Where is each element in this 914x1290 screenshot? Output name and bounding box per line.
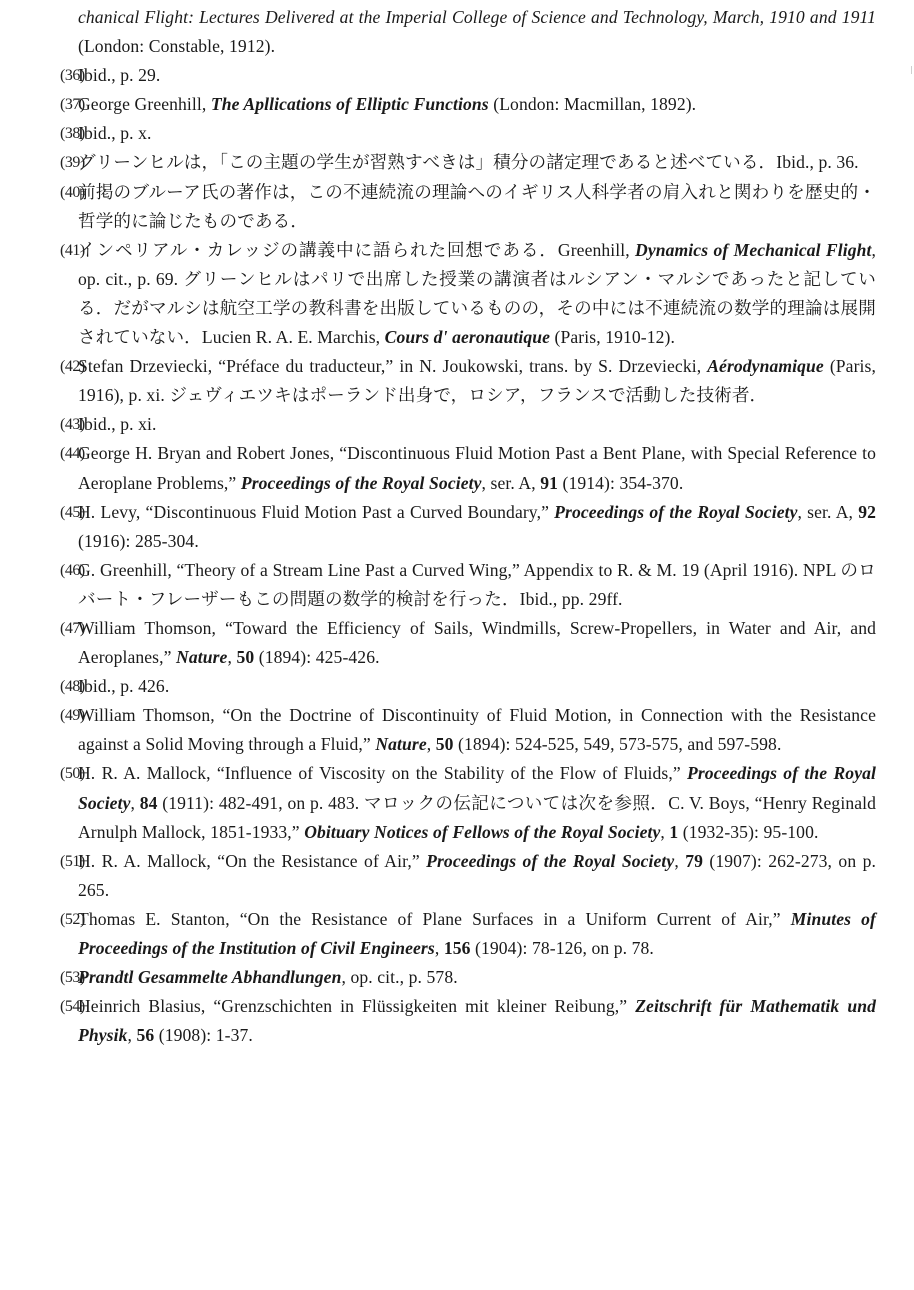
italic-title: chanical Flight: Lectures Delivered at the Imperial College of Science and Technology, March, 1910 and 1911 bbox=[78, 7, 876, 27]
text-segment: Heinrich Blasius, “Grenzschichten in Flüssigkeiten mit kleiner Reibung,” bbox=[78, 996, 636, 1017]
endnotes-list bbox=[0, 3, 914, 1050]
volume-number: 79 bbox=[685, 850, 703, 871]
volume-number: 156 bbox=[443, 938, 471, 958]
endnote-text bbox=[78, 65, 160, 85]
endnote-number: (53) bbox=[60, 969, 85, 987]
text-segment: William Thomson, “Toward the Efficiency of Sails, Windmills, Screw-Propellers, in Water and Air, and Aeroplanes,” bbox=[78, 617, 876, 668]
endnote bbox=[0, 236, 914, 352]
endnote-text bbox=[78, 356, 876, 405]
text-segment: H. R. A. Mallock, “On the Resistance of Air,” bbox=[78, 850, 427, 871]
text-segment: , ser. A, bbox=[481, 472, 541, 493]
endnote bbox=[0, 905, 914, 963]
text-segment: , bbox=[674, 850, 686, 871]
endnote-text bbox=[78, 502, 876, 551]
endnote-text bbox=[78, 676, 169, 696]
text-segment: , op. cit., p. 69. グリーンヒルはパリで出席した授業の講演者はルシアン・マルシであったと記している．だがマルシは航空工学の教科書を出版しているものの，その中には不連続流の数学的理論は展開されていない．Lucien R. A. E. Marchis, bbox=[78, 239, 876, 348]
text-segment: (1914): 354-370. bbox=[558, 472, 684, 493]
work-title: Proceedings of the Royal Society bbox=[78, 763, 876, 813]
endnote-number: (47) bbox=[60, 619, 85, 637]
work-title: Proceedings of the Royal Society bbox=[554, 501, 798, 522]
endnote-text bbox=[78, 7, 876, 56]
text-segment: Ibid., p. xi. bbox=[78, 414, 157, 435]
scan-edge-mark bbox=[911, 66, 912, 74]
endnote-number: (51) bbox=[60, 852, 85, 870]
endnotes-page bbox=[0, 3, 914, 1050]
endnote bbox=[0, 439, 914, 497]
text-segment: William Thomson, “On the Doctrine of Discontinuity of Fluid Motion, in Connection with the Resistance against a Solid Moving through a Fluid,” bbox=[78, 705, 876, 755]
text-segment: インペリアル・カレッジの講義中に語られた回想である．Greenhill, bbox=[78, 239, 636, 260]
text-segment: 前掲のブルーア氏の著作は，この不連続流の理論へのイギリス人科学者の肩入れと関わりを歴史的・哲学的に論じたものである． bbox=[78, 181, 876, 231]
text-segment: (1916): 285-304. bbox=[78, 530, 199, 551]
text-segment: (1904): 78-126, on p. 78. bbox=[470, 938, 654, 958]
endnote-continuation bbox=[0, 3, 914, 61]
volume-number: 50 bbox=[435, 734, 454, 755]
work-title: Dynamics of Mechanical Flight bbox=[635, 239, 872, 260]
work-title: Nature bbox=[375, 734, 427, 755]
endnote bbox=[0, 410, 914, 439]
text-segment: (1908): 1-37. bbox=[154, 1025, 253, 1046]
work-title: Aérodynamique bbox=[707, 356, 824, 377]
text-segment: Stefan Drzeviecki, “Préface du traducteur,” in N. Joukowski, trans. by S. Drzeviecki, bbox=[78, 356, 708, 377]
volume-number: 92 bbox=[858, 501, 876, 522]
endnote bbox=[0, 701, 914, 759]
endnote-number: (38) bbox=[60, 125, 85, 143]
text-segment: (1911): 482-491, on p. 483. マロックの伝記については次を参照．C. V. Boys, “Henry Reginald Arnulph Mallock, 1851-1933,” bbox=[78, 792, 877, 842]
endnote bbox=[0, 614, 914, 672]
endnote bbox=[0, 992, 914, 1050]
work-title: Obituary Notices of Fellows of the Royal Society bbox=[304, 821, 661, 842]
endnote-text bbox=[78, 560, 876, 609]
endnote bbox=[0, 119, 914, 148]
text-segment: , bbox=[130, 792, 140, 813]
endnote bbox=[0, 90, 914, 119]
volume-number: 56 bbox=[136, 1025, 155, 1046]
text-segment: , bbox=[426, 734, 436, 755]
endnote bbox=[0, 148, 914, 177]
text-segment: Ibid., p. 29. bbox=[78, 65, 161, 86]
volume-number: 1 bbox=[669, 821, 679, 842]
work-title: Zeitschrift für Mathematik und Physik bbox=[78, 996, 876, 1046]
endnote-number: (36) bbox=[60, 67, 85, 85]
text-segment: (1932-35): 95-100. bbox=[678, 821, 819, 842]
work-title: Prandtl Gesammelte Abhandlungen bbox=[78, 967, 342, 988]
endnote-text bbox=[78, 240, 876, 347]
endnote-number: (37) bbox=[60, 96, 85, 114]
endnote-number: (40) bbox=[60, 183, 85, 201]
endnote-number: (48) bbox=[60, 678, 85, 696]
text-segment: H. R. A. Mallock, “Influence of Viscosity on the Stability of the Flow of Fluids,” bbox=[78, 763, 688, 784]
volume-number: 91 bbox=[540, 472, 558, 493]
text-segment: , bbox=[127, 1025, 137, 1046]
text-segment: (1894): 425-426. bbox=[254, 647, 380, 668]
endnote bbox=[0, 498, 914, 556]
work-title: Proceedings of the Royal Society bbox=[240, 472, 482, 493]
endnote-number: (54) bbox=[60, 998, 85, 1016]
text-segment: (London: Constable, 1912). bbox=[78, 36, 276, 57]
endnote-text bbox=[78, 705, 876, 754]
endnote bbox=[0, 759, 914, 846]
endnote-text bbox=[78, 443, 876, 492]
volume-number: 50 bbox=[236, 647, 255, 668]
endnote-text bbox=[78, 967, 458, 987]
endnote-text bbox=[78, 123, 152, 143]
endnote bbox=[0, 61, 914, 90]
text-segment: , bbox=[434, 938, 444, 958]
work-title: Cours d' aeronautique bbox=[384, 327, 551, 348]
text-segment: , bbox=[660, 821, 670, 842]
text-segment: , ser. A, bbox=[797, 501, 859, 522]
text-segment: , op. cit., p. 578. bbox=[341, 967, 458, 988]
volume-number: 84 bbox=[139, 792, 158, 813]
text-segment: Ibid., p. 426. bbox=[78, 676, 170, 697]
work-title: Proceedings of the Royal Society bbox=[426, 850, 675, 871]
endnote-text bbox=[78, 414, 157, 434]
endnote bbox=[0, 178, 914, 236]
endnote-number: (41) bbox=[60, 241, 85, 259]
work-title: Nature bbox=[176, 647, 228, 668]
endnote-text bbox=[78, 851, 876, 900]
text-segment: グリーンヒルは，「この主題の学生が習熟すべきは」積分の諸定理であると述べている．Ibid., p. 36. bbox=[78, 152, 859, 173]
endnote-number: (43) bbox=[60, 416, 85, 434]
endnote-number: (42) bbox=[60, 358, 85, 376]
text-segment: George H. Bryan and Robert Jones, “Discontinuous Fluid Motion Past a Bent Plane, with Special Reference to Aeroplane Problems,” bbox=[78, 443, 876, 493]
endnote-number: (49) bbox=[60, 707, 85, 725]
text-segment: , bbox=[227, 647, 237, 668]
endnote-number: (52) bbox=[60, 910, 85, 928]
endnote-text bbox=[78, 182, 876, 231]
text-segment: Ibid., p. x. bbox=[78, 123, 152, 144]
endnote bbox=[0, 556, 914, 614]
endnote bbox=[0, 352, 914, 410]
endnote bbox=[0, 847, 914, 905]
endnote-number: (46) bbox=[60, 561, 85, 579]
text-segment: (Paris, 1910-12). bbox=[550, 327, 675, 348]
endnote bbox=[0, 963, 914, 992]
endnote-number: (45) bbox=[60, 503, 85, 521]
endnote-text bbox=[78, 909, 876, 958]
endnote-number: (50) bbox=[60, 765, 85, 783]
text-segment: H. Levy, “Discontinuous Fluid Motion Past a Curved Boundary,” bbox=[78, 501, 555, 522]
endnote-text bbox=[78, 152, 859, 172]
endnote-text bbox=[78, 618, 876, 667]
endnote-text bbox=[78, 94, 696, 114]
text-segment: G. Greenhill, “Theory of a Stream Line Past a Curved Wing,” Appendix to R. & M. 19 (April 1916). NPL のロバート・フレーザーもこの問題の数学的検討を行った．Ibid., pp. 29ff. bbox=[78, 559, 876, 609]
text-segment: (London: Macmillan, 1892). bbox=[488, 94, 697, 115]
endnote-text bbox=[78, 763, 876, 841]
endnote-text bbox=[78, 996, 876, 1045]
endnote bbox=[0, 672, 914, 701]
text-segment: George Greenhill, bbox=[78, 94, 211, 115]
text-segment: (1894): 524-525, 549, 573-575, and 597-598. bbox=[453, 734, 782, 755]
work-title: Minutes of Proceedings of the Institution of Civil Engineers bbox=[78, 908, 877, 958]
endnote-number: (39) bbox=[60, 154, 85, 172]
text-segment: (1907): 262-273, on p. 265. bbox=[78, 850, 876, 900]
text-segment: Thomas E. Stanton, “On the Resistance of Plane Surfaces in a Uniform Current of Air,” bbox=[78, 908, 791, 929]
endnote-number: (44) bbox=[60, 445, 85, 463]
text-segment: (Paris, 1916), p. xi. ジェヴィエツキはポーランド出身で，ロシア，フランスで活動した技術者． bbox=[78, 356, 876, 406]
work-title: The Apllications of Elliptic Functions bbox=[210, 94, 489, 115]
